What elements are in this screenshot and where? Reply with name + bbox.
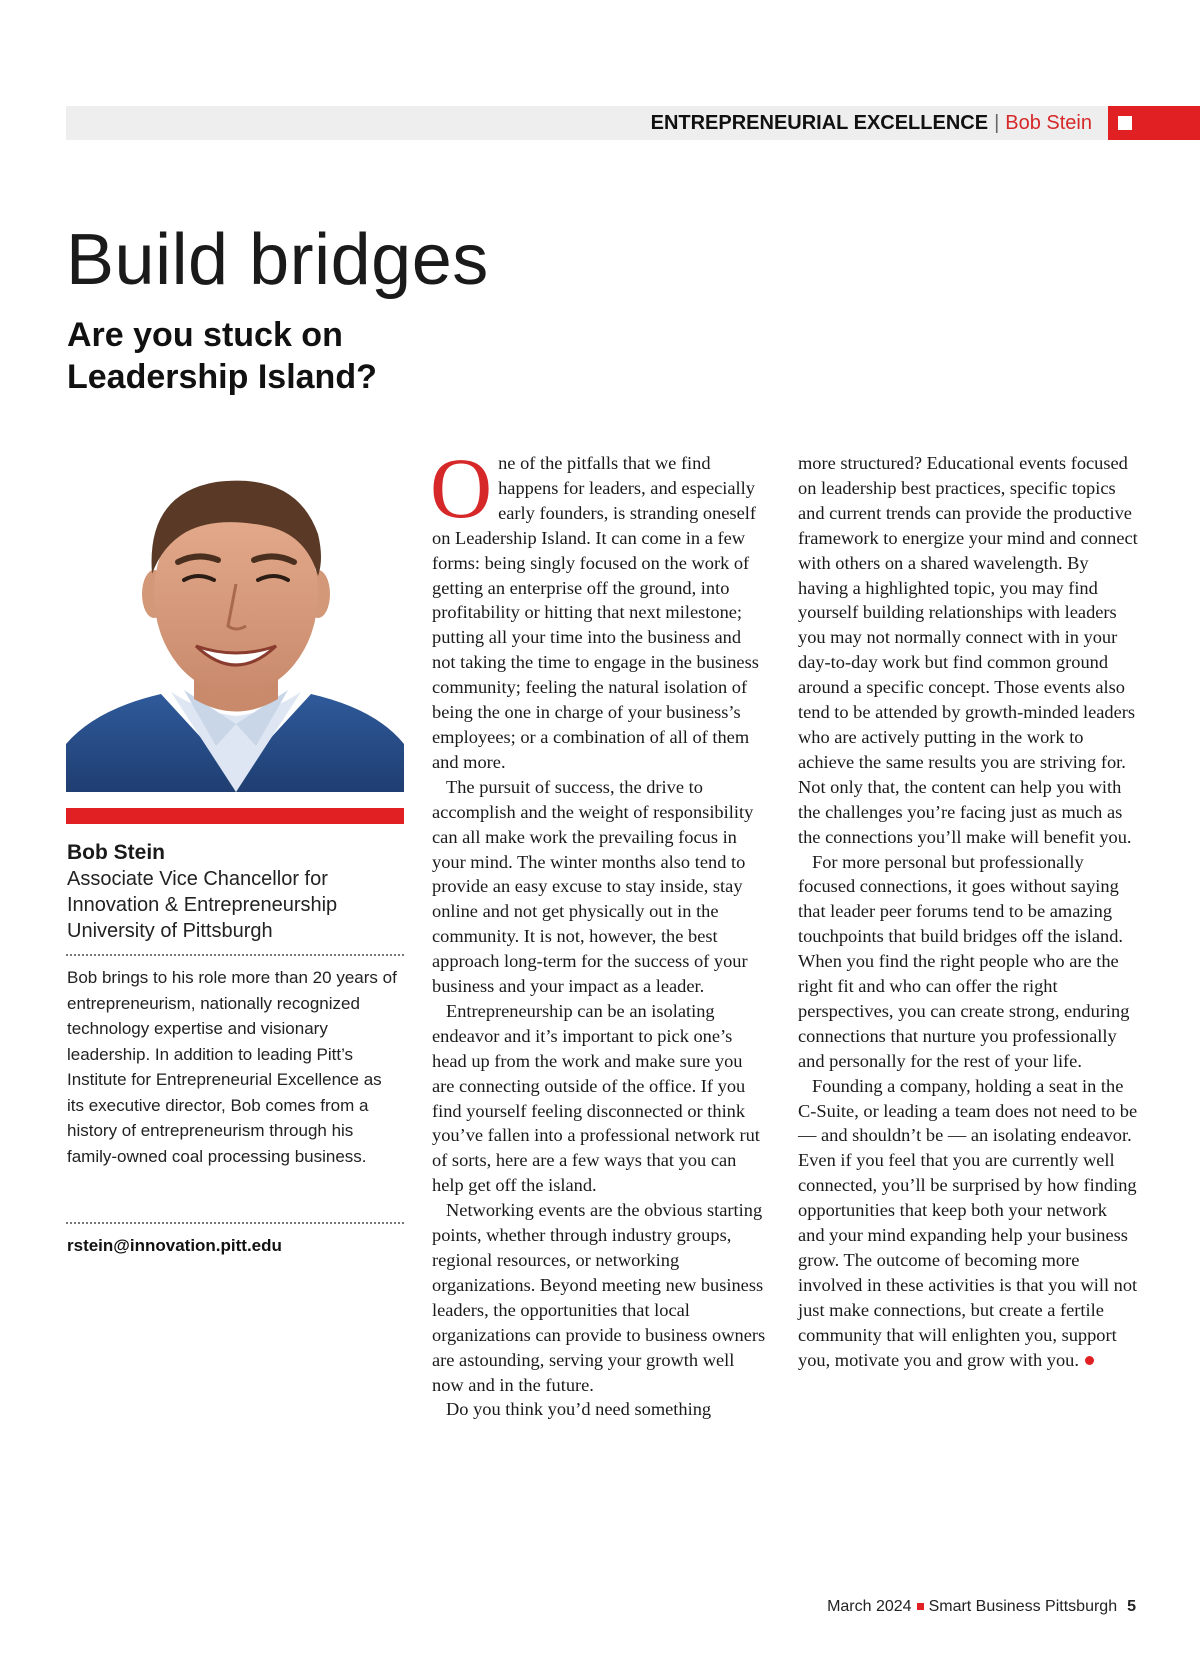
article-title: Build bridges [66, 220, 489, 300]
author-email-link[interactable]: rstein@innovation.pitt.edu [67, 1236, 282, 1255]
article-paragraph [430, 440, 767, 775]
article-paragraph [798, 1074, 1138, 1373]
article-paragraph: For more personal but professionally focused connections, it goes without saying that leader peer forums tend to be amazing touchpoints that build bridges off the island. When you find the right people who are the right fit and who can offer the right perspectives, you can create strong, enduring connections that nurture you professionally and personally for the rest of your life. [798, 851, 1130, 1071]
article-paragraph: Networking events are the obvious starting points, whether through industry groups, regional resources, or networking organizations. Beyond meeting new business leaders, the opportunities that local organizations can provide to business owners are astounding, serving your growth well now and in the future. [432, 1200, 766, 1395]
square-bullet-icon [917, 1603, 924, 1610]
author-title-line: University of Pittsburgh [67, 920, 273, 942]
article-column-2 [798, 451, 1138, 1373]
section-header [651, 106, 1092, 140]
author-title-line: Innovation & Entrepreneurship [67, 894, 338, 916]
article-paragraph: The pursuit of success, the drive to accomplish and the weight of responsibility can all make work the prevailing focus in your mind. The winter months also tend to provide an easy excuse to stay inside, stay online and not get physically out in the community. It is not, however, the best approach long-term for the success of your business and your impact as a leader. [432, 776, 754, 997]
article-paragraph: Entrepreneurship can be an isolating endeavor and it’s important to pick one’s head up from the work and make sure you are connecting outside of the office. If you find yourself feeling disconnected or think you’ve fallen into a professional network rut of sorts, here are a few ways that you can help get off the island. [432, 1000, 760, 1196]
article-column-1 [430, 440, 767, 1422]
paragraph-text: Founding a company, holding a seat in the C-Suite, or leading a team does not need to be — and shouldn’t be — an isolating endeavor. Even if you feel that you are currently well connected, you’ll be surprised by how finding opportunities that keep both your network and your mind expanding help your business grow. The outcome of becoming more involved in these activities is that you will not just make connections, but create a fertile community that will enlighten you, support you, motivate you and grow with you. [798, 1075, 1138, 1370]
author-title-line: Associate Vice Chancellor for [67, 868, 328, 890]
author-name: Bob Stein [67, 841, 165, 864]
page-footer [827, 1598, 1136, 1616]
portrait-image [66, 454, 404, 792]
bio-divider-bottom [66, 1222, 404, 1224]
end-mark-icon [1085, 1356, 1094, 1365]
author-bio: Bob brings to his role more than 20 years of entrepreneurism, nationally recognized technology expertise and visionary leadership. In addition to leading Pitt’s Institute for Entrepreneurial Excellence as its executive director, Bob comes from a history of entrepreneurism through his family-owned coal processing business. [67, 968, 397, 1166]
paragraph-text: ne of the pitfalls that we find happens for leaders, and especially early founders, is stranding oneself on Leadership Island. It can come in a few forms: being singly focused on the work of getting an enterprise off the ground, into profitability or hitting that next milestone; putting all your time into the business and not taking the time to engage in the business community; feeling the natural isolation of being the one in charge of your business’s employees; or a combination of all of them and more. [432, 453, 759, 772]
publication-name: Smart Business Pittsburgh [928, 1598, 1118, 1615]
page-number: 5 [1127, 1598, 1136, 1615]
drop-cap: O [430, 440, 493, 536]
square-icon [1118, 116, 1132, 130]
author-photo [66, 454, 404, 792]
author-title [67, 866, 407, 944]
article-subtitle: Are you stuck on Leadership Island? [67, 316, 377, 396]
header-separator: | [994, 112, 1000, 134]
article-paragraph: more structured? Educational events focused on leadership best practices, specific topics and current trends can provide the productive framework to energize your mind and connect with others on a shared wavelength. By having a highlighted topic, you may find yourself building relationships with leaders you may not normally connect with in your day-to-day work but find common ground around a specific concept. Those events also tend to be attended by growth-minded leaders who are actively putting in the work to achieve the same results you are striving for. Not only that, the content can help you with the challenges you’re facing just as much as the connections you’ll make will benefit you. [798, 453, 1138, 847]
header-author: Bob Stein [1005, 112, 1092, 134]
photo-red-rule [66, 808, 404, 824]
bio-divider-top [66, 954, 404, 956]
section-name: ENTREPRENEURIAL EXCELLENCE [650, 112, 989, 134]
issue-date: March 2024 [827, 1598, 912, 1615]
article-paragraph: Do you think you’d need something [446, 1399, 712, 1420]
